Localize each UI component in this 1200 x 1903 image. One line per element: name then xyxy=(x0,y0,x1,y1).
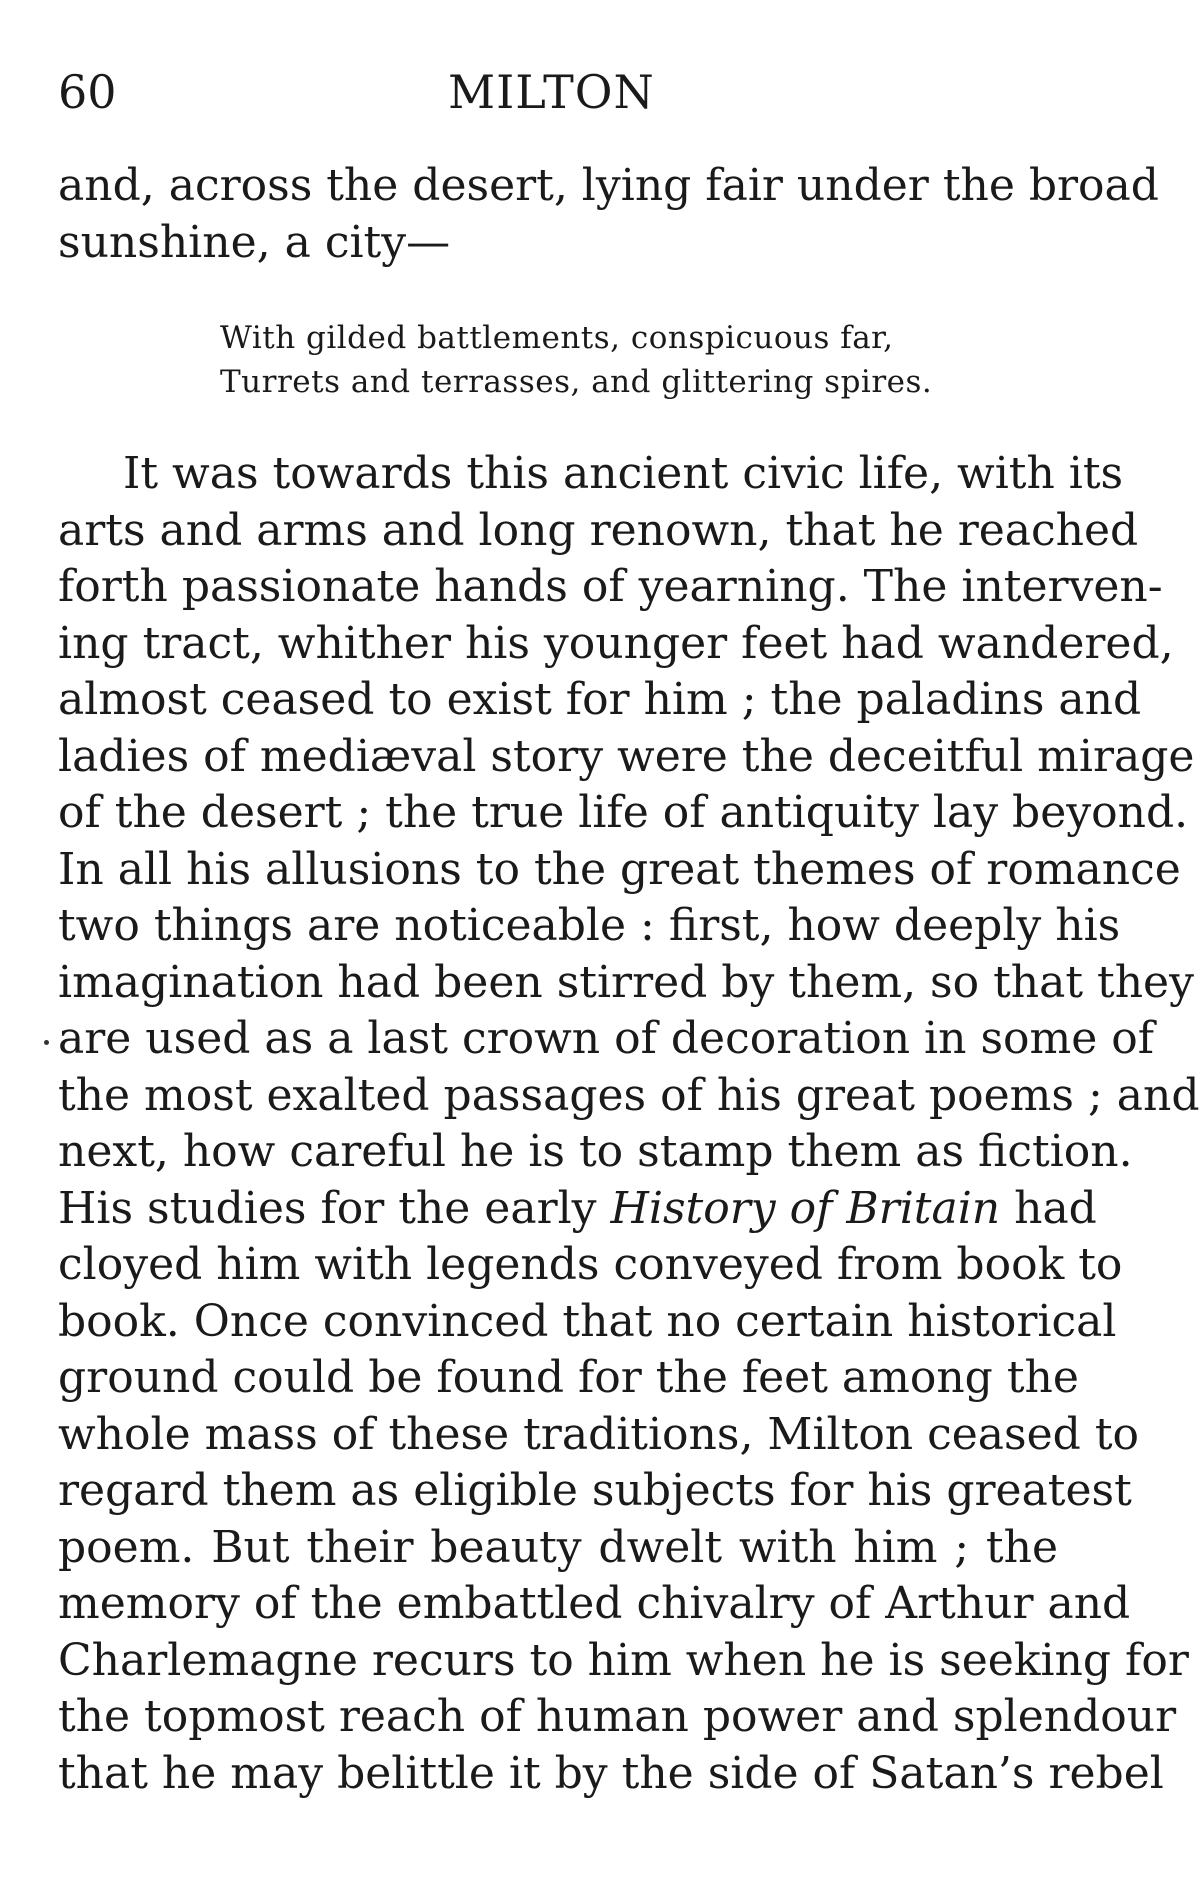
running-head xyxy=(58,62,1058,122)
verse-quotation xyxy=(220,316,940,404)
text-line: ladies of mediæval story were the deceitful mirage xyxy=(58,730,1195,782)
text-line: forth passionate hands of yearning. The interven- xyxy=(58,561,1163,612)
history-line xyxy=(58,1181,1097,1238)
text-line: the most exalted passages of his great poems ; and xyxy=(58,1069,1200,1121)
text-line: It was towards this ancient civic life, with its xyxy=(123,448,1124,499)
text-line: are used as a last crown of decoration in some of xyxy=(58,1013,1155,1064)
main-paragraph xyxy=(58,446,1200,1802)
text-line: whole mass of these traditions, Milton ceased to xyxy=(58,1408,1139,1460)
text-line: two things are noticeable : first, how deeply his xyxy=(58,900,1121,951)
text-line: that he may belittle it by the side of Satan’s rebel xyxy=(58,1747,1164,1799)
book-title-italic: History of Britain xyxy=(610,1182,1001,1234)
history-line-before: His studies for the early xyxy=(58,1182,611,1234)
text-line: memory of the embattled chivalry of Arthur and xyxy=(58,1578,1131,1629)
text-line: regard them as eligible subjects for his greatest xyxy=(58,1465,1132,1516)
page-number: 60 xyxy=(58,65,117,119)
text-line: sunshine, a city— xyxy=(58,216,451,268)
text-line: of the desert ; the true life of antiquity lay beyond. xyxy=(58,787,1189,838)
text-line: next, how careful he is to stamp them as fiction. xyxy=(58,1126,1133,1177)
text-line: ing tract, whither his younger feet had wandered, xyxy=(58,617,1174,669)
text-line: almost ceased to exist for him ; the paladins and xyxy=(58,674,1142,725)
print-speck xyxy=(44,1040,49,1045)
text-line: the topmost reach of human power and splendour xyxy=(58,1691,1177,1742)
text-line: arts and arms and long renown, that he reached xyxy=(58,504,1139,556)
text-line: ground could be found for the feet among the xyxy=(58,1352,1079,1403)
text-line: and, across the desert, lying fair under the broad xyxy=(58,160,1159,211)
intro-text xyxy=(58,158,1159,271)
verse-line: With gilded battlements, conspicuous far, xyxy=(220,320,894,356)
history-line-after: had xyxy=(1000,1182,1097,1234)
running-title: MILTON xyxy=(448,65,655,119)
text-line: book. Once convinced that no certain historical xyxy=(58,1295,1117,1347)
text-line: imagination had been stirred by them, so that they xyxy=(58,956,1194,1008)
text-line: poem. But their beauty dwelt with him ; the xyxy=(58,1521,1058,1573)
text-line: In all his allusions to the great themes of romance xyxy=(58,843,1181,895)
verse-line: Turrets and terrasses, and glittering spires. xyxy=(220,364,933,400)
text-line: cloyed him with legends conveyed from book to xyxy=(58,1239,1123,1290)
text-line: Charlemagne recurs to him when he is seeking for xyxy=(58,1634,1189,1686)
